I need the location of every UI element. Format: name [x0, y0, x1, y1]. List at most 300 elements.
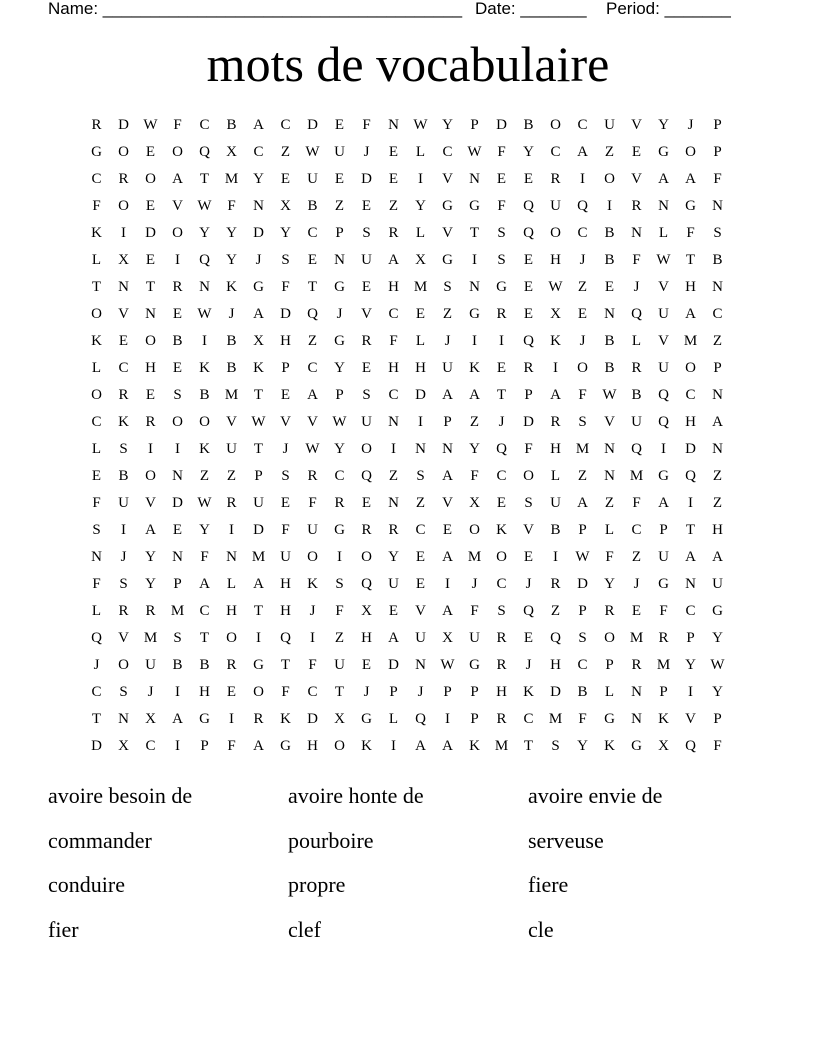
grid-row [83, 490, 731, 517]
grid-letter: P [281, 360, 290, 376]
grid-letter: F [281, 522, 290, 538]
grid-letter: P [443, 414, 452, 430]
grid-letter: F [605, 549, 614, 565]
grid-row [83, 733, 731, 760]
grid-letter: E [145, 387, 156, 403]
grid-letter: I [310, 630, 315, 646]
grid-letter: E [523, 279, 534, 295]
grid-letter: W [602, 387, 617, 403]
grid-letter: A [712, 414, 723, 430]
grid-letter: T [334, 684, 345, 700]
grid-letter: F [173, 117, 182, 133]
grid-letter: K [361, 738, 372, 754]
grid-letter: I [472, 333, 477, 349]
grid-letter: R [118, 387, 129, 403]
grid-letter: W [197, 198, 212, 214]
grid-letter: I [688, 495, 693, 511]
grid-letter: I [553, 360, 558, 376]
grid-letter: G [91, 144, 102, 160]
grid-letter: F [524, 441, 533, 457]
grid-letter: R [118, 171, 129, 187]
grid-letter: O [91, 387, 102, 403]
grid-letter: Y [604, 576, 615, 592]
grid-letter: P [713, 711, 722, 727]
grid-letter: K [199, 360, 210, 376]
grid-letter: T [280, 657, 291, 673]
grid-letter: N [712, 198, 723, 214]
grid-letter: C [685, 387, 696, 403]
grid-letter: H [496, 684, 507, 700]
grid-letter: Q [199, 252, 210, 268]
grid-letter: D [280, 306, 291, 322]
grid-letter: A [253, 738, 264, 754]
grid-letter: W [548, 279, 563, 295]
grid-letter: U [631, 414, 642, 430]
grid-letter: I [688, 684, 693, 700]
grid-letter: J [525, 576, 532, 592]
grid-letter: O [118, 144, 129, 160]
grid-letter: H [388, 279, 399, 295]
grid-letter: P [686, 630, 695, 646]
grid-row [83, 382, 731, 409]
grid-letter: A [388, 630, 399, 646]
grid-letter: B [577, 684, 588, 700]
grid-letter: M [656, 657, 671, 673]
grid-letter: L [604, 684, 615, 700]
grid-letter: R [631, 657, 642, 673]
grid-letter: Y [658, 117, 669, 133]
grid-letter: E [145, 198, 156, 214]
grid-letter: Q [523, 603, 534, 619]
grid-letter: Q [550, 630, 561, 646]
grid-letter: E [577, 306, 588, 322]
grid-letter: G [469, 306, 480, 322]
grid-letter: U [658, 549, 669, 565]
grid-letter: I [337, 549, 342, 565]
grid-letter: C [388, 387, 399, 403]
grid-letter: P [713, 360, 722, 376]
grid-letter: D [523, 414, 534, 430]
grid-letter: X [550, 306, 561, 322]
grid-letter: R [388, 522, 399, 538]
grid-letter: G [334, 522, 345, 538]
grid-row [83, 544, 731, 571]
grid-letter: H [550, 441, 561, 457]
grid-letter: O [145, 171, 156, 187]
grid-letter: I [121, 225, 126, 241]
grid-letter: B [199, 387, 210, 403]
grid-letter: N [253, 198, 264, 214]
grid-letter: Z [712, 495, 723, 511]
grid-letter: I [607, 198, 612, 214]
grid-letter: U [280, 549, 291, 565]
grid-letter: Q [199, 144, 210, 160]
grid-letter: O [550, 117, 561, 133]
grid-letter: V [685, 711, 696, 727]
grid-letter: H [388, 360, 399, 376]
grid-letter: E [145, 144, 156, 160]
grid-letter: V [631, 117, 642, 133]
grid-letter: J [309, 603, 316, 619]
grid-letter: S [173, 387, 182, 403]
grid-letter: U [388, 576, 399, 592]
grid-letter: P [524, 387, 533, 403]
grid-letter: Q [685, 738, 696, 754]
grid-letter: D [361, 171, 372, 187]
grid-letter: Z [604, 144, 615, 160]
grid-letter: G [685, 198, 696, 214]
grid-letter: T [253, 603, 264, 619]
grid-letter: N [226, 549, 237, 565]
grid-letter: Q [91, 630, 102, 646]
grid-letter: B [604, 225, 615, 241]
grid-letter: P [173, 576, 182, 592]
grid-row [83, 409, 731, 436]
grid-letter: Y [712, 630, 723, 646]
grid-letter: S [524, 495, 533, 511]
grid-letter: M [683, 333, 698, 349]
grid-letter: C [631, 522, 642, 538]
grid-letter: N [469, 171, 480, 187]
grid-letter: N [685, 576, 696, 592]
grid-letter: I [391, 441, 396, 457]
grid-letter: F [470, 603, 479, 619]
grid-letter: C [334, 468, 345, 484]
grid-row [83, 571, 731, 598]
grid-letter: R [226, 657, 237, 673]
grid-letter: R [496, 630, 507, 646]
grid-letter: A [172, 171, 183, 187]
grid-letter: S [578, 630, 587, 646]
grid-letter: K [280, 711, 291, 727]
grid-letter: O [172, 225, 183, 241]
grid-letter: I [175, 441, 180, 457]
grid-letter: N [631, 225, 642, 241]
grid-letter: T [496, 387, 507, 403]
grid-letter: G [658, 144, 669, 160]
grid-row [83, 112, 731, 139]
grid-letter: C [199, 603, 210, 619]
grid-letter: E [388, 144, 399, 160]
grid-letter: G [442, 252, 453, 268]
grid-letter: Z [442, 306, 453, 322]
grid-letter: K [469, 360, 480, 376]
grid-letter: I [391, 738, 396, 754]
grid-letter: J [147, 684, 154, 700]
grid-letter: C [496, 576, 507, 592]
grid-letter: O [496, 549, 507, 565]
grid-letter: G [361, 711, 372, 727]
grid-letter: U [658, 306, 669, 322]
grid-row [83, 274, 731, 301]
grid-letter: Z [631, 549, 642, 565]
grid-letter: V [631, 171, 642, 187]
grid-letter: Z [604, 495, 615, 511]
word-list-item: propre [288, 872, 346, 897]
grid-letter: B [172, 333, 183, 349]
grid-letter: K [523, 684, 534, 700]
grid-letter: B [226, 333, 237, 349]
grid-letter: I [256, 630, 261, 646]
grid-letter: O [145, 333, 156, 349]
word-list-item: commander [48, 827, 152, 853]
grid-letter: H [226, 603, 237, 619]
grid-letter: R [658, 630, 669, 646]
grid-letter: H [550, 252, 561, 268]
grid-letter: S [497, 252, 506, 268]
grid-letter: F [281, 279, 290, 295]
grid-letter: C [91, 684, 102, 700]
grid-letter: N [334, 252, 345, 268]
grid-letter: F [578, 387, 587, 403]
grid-letter: E [280, 171, 291, 187]
grid-letter: F [713, 738, 722, 754]
grid-letter: N [172, 549, 183, 565]
grid-letter: U [442, 360, 453, 376]
grid-letter: O [361, 441, 372, 457]
grid-letter: N [172, 468, 183, 484]
grid-row [83, 436, 731, 463]
grid-letter: S [362, 225, 371, 241]
grid-letter: N [604, 468, 615, 484]
grid-letter: A [145, 522, 156, 538]
grid-letter: K [118, 414, 129, 430]
grid-letter: L [415, 333, 426, 349]
grid-letter: N [415, 657, 426, 673]
grid-letter: X [118, 252, 129, 268]
grid-letter: O [604, 630, 615, 646]
grid-letter: G [658, 468, 669, 484]
grid-letter: D [253, 522, 264, 538]
grid-letter: U [415, 630, 426, 646]
grid-letter: V [226, 414, 237, 430]
word-list-item: conduire [48, 872, 125, 897]
grid-letter: U [469, 630, 480, 646]
grid-row [83, 193, 731, 220]
grid-letter: O [253, 684, 264, 700]
grid-letter: J [579, 252, 586, 268]
grid-letter: F [632, 252, 641, 268]
grid-letter: P [254, 468, 263, 484]
grid-letter: L [91, 603, 102, 619]
grid-row [83, 301, 731, 328]
grid-letter: G [280, 738, 291, 754]
grid-letter: V [280, 414, 291, 430]
grid-letter: N [442, 441, 453, 457]
grid-letter: X [658, 738, 669, 754]
grid-letter: D [496, 117, 507, 133]
grid-letter: H [685, 279, 696, 295]
grid-letter: Y [469, 441, 480, 457]
grid-letter: L [91, 360, 102, 376]
grid-letter: E [172, 360, 183, 376]
grid-letter: Z [334, 198, 345, 214]
grid-letter: J [471, 576, 478, 592]
grid-letter: V [604, 414, 615, 430]
grid-letter: B [118, 468, 129, 484]
grid-letter: M [143, 630, 158, 646]
grid-letter: H [712, 522, 723, 538]
grid-letter: E [334, 117, 345, 133]
grid-letter: U [604, 117, 615, 133]
grid-letter: O [118, 657, 129, 673]
grid-letter: R [550, 414, 561, 430]
grid-letter: D [388, 657, 399, 673]
grid-letter: K [91, 333, 102, 349]
grid-letter: N [145, 306, 156, 322]
grid-letter: R [496, 306, 507, 322]
grid-letter: I [175, 252, 180, 268]
grid-letter: I [202, 333, 207, 349]
grid-letter: W [575, 549, 590, 565]
grid-letter: G [604, 711, 615, 727]
grid-letter: R [361, 333, 372, 349]
grid-letter: B [523, 117, 534, 133]
grid-letter: D [145, 225, 156, 241]
grid-letter: N [604, 441, 615, 457]
grid-letter: Y [226, 252, 237, 268]
grid-letter: T [253, 387, 264, 403]
grid-letter: J [633, 576, 640, 592]
grid-letter: V [361, 306, 372, 322]
grid-letter: F [308, 657, 317, 673]
grid-letter: Y [199, 225, 210, 241]
grid-letter: B [550, 522, 561, 538]
grid-letter: D [307, 117, 318, 133]
grid-letter: E [307, 252, 318, 268]
grid-letter: C [388, 306, 399, 322]
grid-row [83, 652, 731, 679]
grid-letter: W [305, 441, 320, 457]
grid-letter: R [496, 711, 507, 727]
grid-letter: D [577, 576, 588, 592]
grid-letter: A [658, 495, 669, 511]
grid-letter: N [388, 117, 399, 133]
grid-letter: D [685, 441, 696, 457]
grid-letter: I [229, 522, 234, 538]
grid-letter: C [523, 711, 534, 727]
grid-letter: M [629, 468, 644, 484]
grid-letter: Y [388, 549, 399, 565]
grid-letter: K [496, 522, 507, 538]
grid-letter: M [467, 549, 482, 565]
grid-letter: Q [496, 441, 507, 457]
grid-letter: F [92, 495, 101, 511]
grid-letter: A [442, 603, 453, 619]
grid-letter: S [281, 468, 290, 484]
grid-letter: T [145, 279, 156, 295]
grid-letter: I [229, 711, 234, 727]
grid-letter: L [631, 333, 642, 349]
grid-letter: Z [577, 468, 588, 484]
grid-letter: A [712, 549, 723, 565]
grid-letter: C [577, 117, 588, 133]
grid-letter: I [148, 441, 153, 457]
grid-letter: S [551, 738, 560, 754]
grid-letter: Q [685, 468, 696, 484]
word-list [48, 780, 768, 958]
grid-letter: Y [334, 360, 345, 376]
grid-letter: J [93, 657, 100, 673]
grid-letter: E [442, 522, 453, 538]
grid-letter: E [415, 549, 426, 565]
grid-letter: E [523, 549, 534, 565]
grid-letter: Y [523, 144, 534, 160]
grid-letter: N [604, 306, 615, 322]
grid-letter: F [659, 603, 668, 619]
grid-letter: W [440, 657, 455, 673]
grid-letter: O [550, 225, 561, 241]
grid-letter: G [334, 279, 345, 295]
grid-letter: D [253, 225, 264, 241]
grid-letter: A [442, 468, 453, 484]
grid-letter: F [713, 171, 722, 187]
grid-letter: Z [280, 144, 291, 160]
grid-letter: C [253, 144, 264, 160]
grid-letter: P [713, 144, 722, 160]
grid-letter: A [442, 738, 453, 754]
grid-letter: X [145, 711, 156, 727]
grid-letter: I [418, 171, 423, 187]
grid-letter: O [172, 414, 183, 430]
grid-letter: K [91, 225, 102, 241]
grid-letter: F [200, 549, 209, 565]
grid-letter: F [362, 117, 371, 133]
grid-letter: T [199, 171, 210, 187]
grid-letter: O [523, 468, 534, 484]
grid-letter: A [577, 495, 588, 511]
grid-letter: N [388, 495, 399, 511]
grid-letter: E [496, 360, 507, 376]
grid-letter: V [145, 495, 156, 511]
grid-letter: R [388, 225, 399, 241]
grid-letter: A [685, 171, 696, 187]
date-field: Date: _______ [475, 0, 587, 18]
grid-letter: M [251, 549, 266, 565]
grid-letter: R [631, 360, 642, 376]
grid-letter: H [145, 360, 156, 376]
word-list-item: avoire envie de [528, 783, 663, 808]
grid-letter: R [334, 495, 345, 511]
grid-letter: C [685, 603, 696, 619]
grid-row [83, 328, 731, 355]
grid-letter: W [143, 117, 158, 133]
grid-letter: D [415, 387, 426, 403]
grid-letter: S [335, 576, 344, 592]
grid-letter: O [91, 306, 102, 322]
grid-letter: O [685, 144, 696, 160]
grid-letter: B [604, 360, 615, 376]
grid-letter: X [280, 198, 291, 214]
grid-letter: A [253, 576, 264, 592]
grid-letter: V [118, 630, 129, 646]
grid-letter: Z [415, 495, 426, 511]
grid-letter: O [604, 171, 615, 187]
grid-letter: Q [658, 387, 669, 403]
grid-letter: U [550, 198, 561, 214]
grid-letter: F [335, 603, 344, 619]
grid-letter: P [470, 684, 479, 700]
grid-letter: S [497, 225, 506, 241]
grid-letter: P [470, 117, 479, 133]
grid-row [83, 463, 731, 490]
grid-letter: Y [334, 441, 345, 457]
grid-letter: M [413, 279, 428, 295]
grid-letter: U [145, 657, 156, 673]
grid-letter: P [200, 738, 209, 754]
grid-letter: E [523, 171, 534, 187]
grid-letter: B [226, 117, 237, 133]
